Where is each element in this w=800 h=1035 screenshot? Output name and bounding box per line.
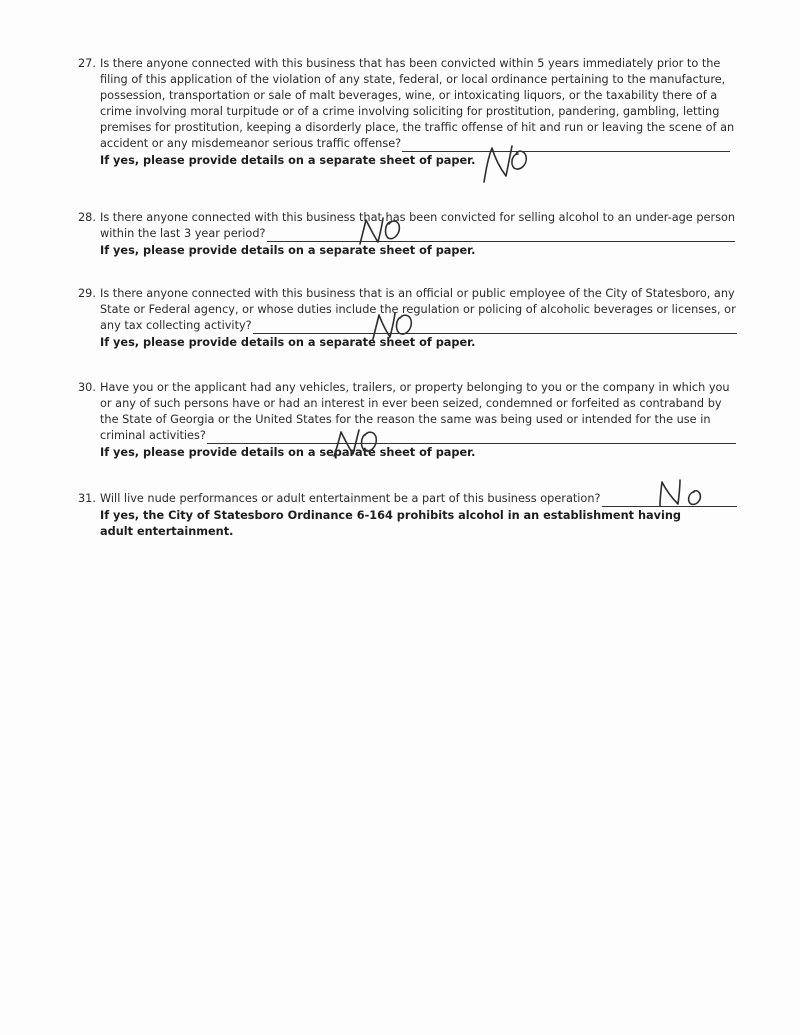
question-line: or any of such persons have or had an interest in ever been seized, condemned or forfeited as contraband by bbox=[100, 397, 722, 410]
question-28 bbox=[78, 210, 758, 259]
question-line: State or Federal agency, or whose duties include the regulation or policing of alcoholic beverages or licenses, or bbox=[100, 303, 736, 316]
answer-blank[interactable] bbox=[253, 321, 737, 334]
question-number: 31. bbox=[78, 492, 96, 505]
question-line: premises for prostitution, keeping a disorderly place, the traffic offense of hit and run or leaving the scene of an bbox=[100, 121, 735, 134]
answer-blank[interactable] bbox=[267, 229, 735, 242]
question-line: possession, transportation or sale of malt beverages, wine, or intoxicating liquors, or the taxability there of a bbox=[100, 89, 718, 102]
question-number: 27. bbox=[78, 57, 96, 70]
question-29 bbox=[78, 286, 758, 351]
question-number: 28. bbox=[78, 211, 96, 224]
question-line: Is there anyone connected with this business that has been convicted within 5 years immediately prior to the bbox=[100, 57, 721, 70]
answer-blank[interactable] bbox=[402, 139, 730, 152]
question-prompt: accident or any misdemeanor serious traffic offense? bbox=[100, 137, 402, 150]
answer-blank[interactable] bbox=[207, 431, 736, 444]
question-line: the State of Georgia or the United States for the reason the same was being used or intended for the use in bbox=[100, 413, 711, 426]
details-note: If yes, the City of Statesboro Ordinance 6-164 prohibits alcohol in an establishment having adult entertainment. bbox=[100, 509, 681, 538]
question-31 bbox=[78, 491, 758, 540]
question-prompt: Will live nude performances or adult entertainment be a part of this business operation? bbox=[100, 492, 601, 505]
question-line: Is there anyone connected with this business that is an official or public employee of the City of Statesboro, any bbox=[100, 287, 735, 300]
question-line: filing of this application of the violation of any state, federal, or local ordinance pertaining to the manufacture, bbox=[100, 73, 726, 86]
question-line: crime involving moral turpitude or of a crime involving soliciting for prostitution, pandering, gambling, letting bbox=[100, 105, 720, 118]
question-prompt: any tax collecting activity? bbox=[100, 319, 252, 332]
details-note: If yes, please provide details on a separate sheet of paper. bbox=[100, 244, 476, 257]
question-line: Have you or the applicant had any vehicles, trailers, or property belonging to you or the company in which you bbox=[100, 381, 730, 394]
question-prompt: within the last 3 year period? bbox=[100, 227, 266, 240]
question-line: Is there anyone connected with this business that has been convicted for selling alcohol to an under-age person bbox=[100, 211, 736, 224]
question-30 bbox=[78, 380, 758, 461]
question-number: 30. bbox=[78, 381, 96, 394]
question-27 bbox=[78, 56, 758, 169]
details-note: If yes, please provide details on a separate sheet of paper. bbox=[100, 446, 476, 459]
answer-blank[interactable] bbox=[602, 494, 738, 507]
details-note: If yes, please provide details on a separate sheet of paper. bbox=[100, 336, 476, 349]
question-prompt: criminal activities? bbox=[100, 429, 206, 442]
details-note: If yes, please provide details on a separate sheet of paper. bbox=[100, 154, 476, 167]
question-number: 29. bbox=[78, 287, 96, 300]
